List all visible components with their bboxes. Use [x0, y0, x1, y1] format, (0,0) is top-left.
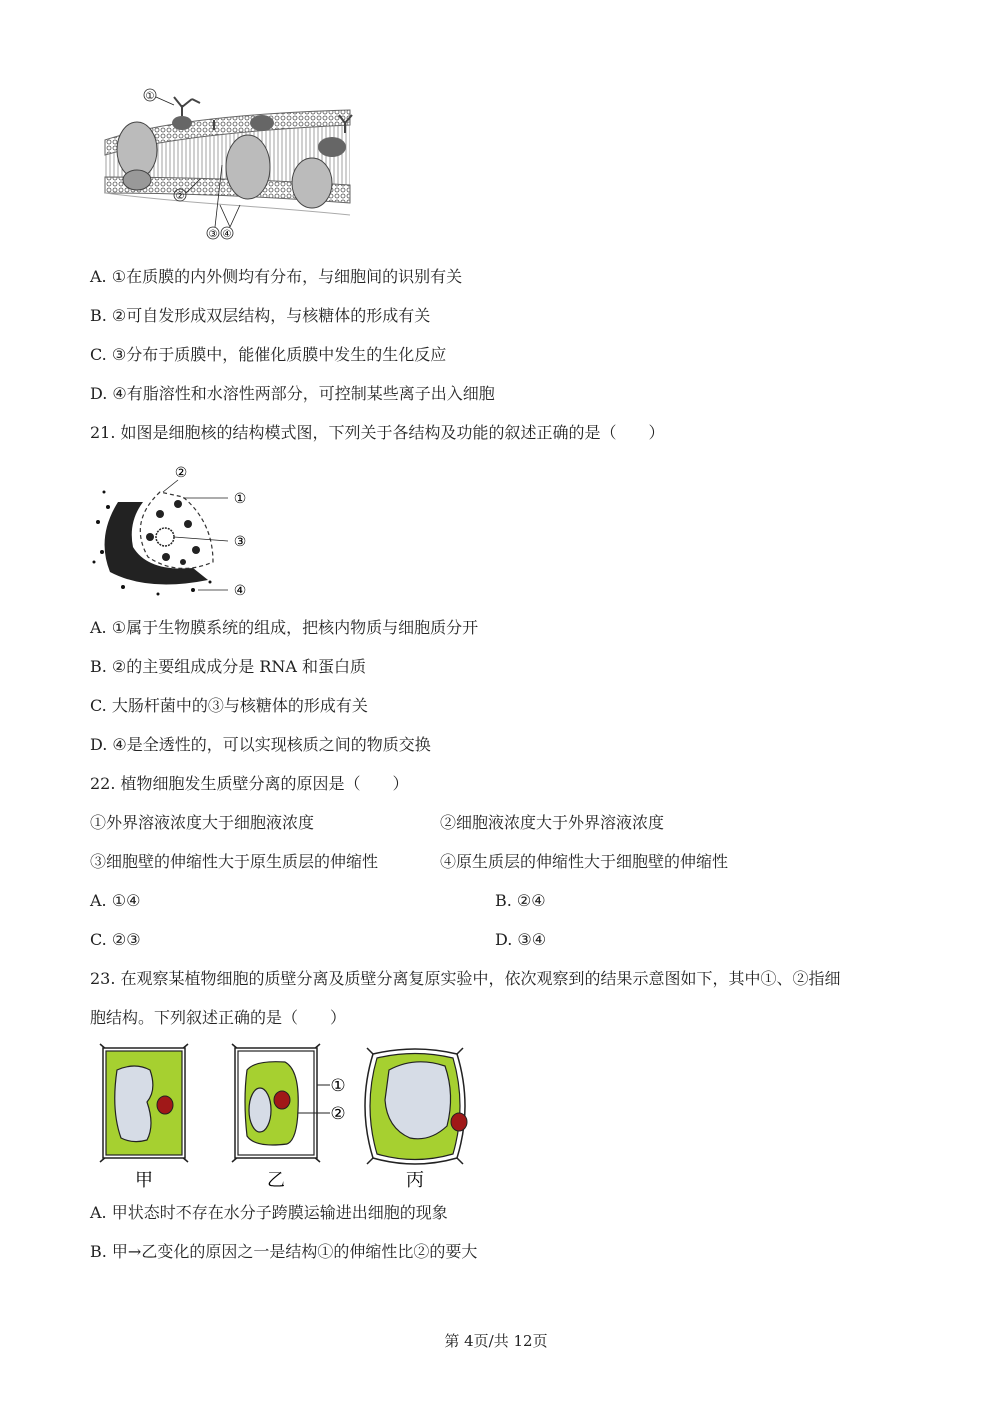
q20-option-a: A. ①在质膜的内外侧均有分布，与细胞间的识别有关	[90, 267, 463, 286]
q22-option-b: B. ②④	[495, 891, 546, 910]
page-footer: 第 4页/共 12页	[444, 1332, 548, 1350]
q23-option-b: B. 甲→乙变化的原因之一是结构①的伸缩性比②的要大	[90, 1242, 478, 1261]
cell-membrane-figure	[100, 85, 360, 245]
q22-stem: 22. 植物细胞发生质壁分离的原因是（ ）	[90, 774, 409, 793]
cell-label-1: ①	[330, 1076, 346, 1096]
q22-option-c: C. ②③	[90, 930, 141, 949]
q23-stem-line1: 23. 在观察某植物细胞的质壁分离及质壁分离复原实验中，依次观察到的结果示意图如下，其中①、②指细	[90, 969, 841, 988]
q20-option-d: D. ④有脂溶性和水溶性两部分，可控制某些离子出入细胞	[90, 384, 495, 403]
plant-cells-figure	[95, 1040, 495, 1195]
q22-option-d: D. ③④	[495, 930, 547, 949]
q21-stem: 21. 如图是细胞核的结构模式图，下列关于各结构及功能的叙述正确的是（ ）	[90, 423, 665, 442]
q21-option-d: D. ④是全透性的，可以实现核质之间的物质交换	[90, 735, 431, 754]
q20-option-c: C. ③分布于质膜中，能催化质膜中发生的生化反应	[90, 345, 447, 364]
nucleus-figure	[88, 462, 258, 602]
membrane-label-2: ②	[175, 191, 185, 202]
cell-jia-label: 甲	[135, 1170, 153, 1191]
q22-statement-1: ①外界溶液浓度大于细胞液浓度	[90, 813, 315, 832]
nucleus-label-4: ④	[233, 583, 247, 599]
q22-statement-3: ③细胞壁的伸缩性大于原生质层的伸缩性	[90, 852, 379, 871]
q20-option-b: B. ②可自发形成双层结构，与核糖体的形成有关	[90, 306, 431, 325]
nucleus-label-1: ①	[233, 491, 247, 507]
nucleus-label-3: ③	[233, 534, 247, 550]
q21-option-c: C. 大肠杆菌中的③与核糖体的形成有关	[90, 696, 368, 715]
nucleus-label-2: ②	[174, 465, 188, 481]
membrane-label-4: ④	[222, 229, 232, 240]
q23-stem-line2: 胞结构。下列叙述正确的是（ ）	[90, 1008, 347, 1027]
q22-statement-2: ②细胞液浓度大于外界溶液浓度	[440, 813, 665, 832]
q23-option-a: A. 甲状态时不存在水分子跨膜运输进出细胞的现象	[90, 1203, 448, 1222]
membrane-label-3: ③	[208, 229, 218, 240]
cell-yi-label: 乙	[267, 1170, 285, 1191]
q22-option-a: A. ①④	[90, 891, 141, 910]
q22-statement-4: ④原生质层的伸缩性大于细胞壁的伸缩性	[440, 852, 729, 871]
cell-bing-label: 丙	[406, 1170, 424, 1191]
cell-label-2: ②	[330, 1104, 346, 1124]
membrane-label-1: ①	[145, 91, 155, 102]
q21-option-b: B. ②的主要组成成分是 RNA 和蛋白质	[90, 657, 367, 676]
q21-option-a: A. ①属于生物膜系统的组成，把核内物质与细胞质分开	[90, 618, 479, 637]
